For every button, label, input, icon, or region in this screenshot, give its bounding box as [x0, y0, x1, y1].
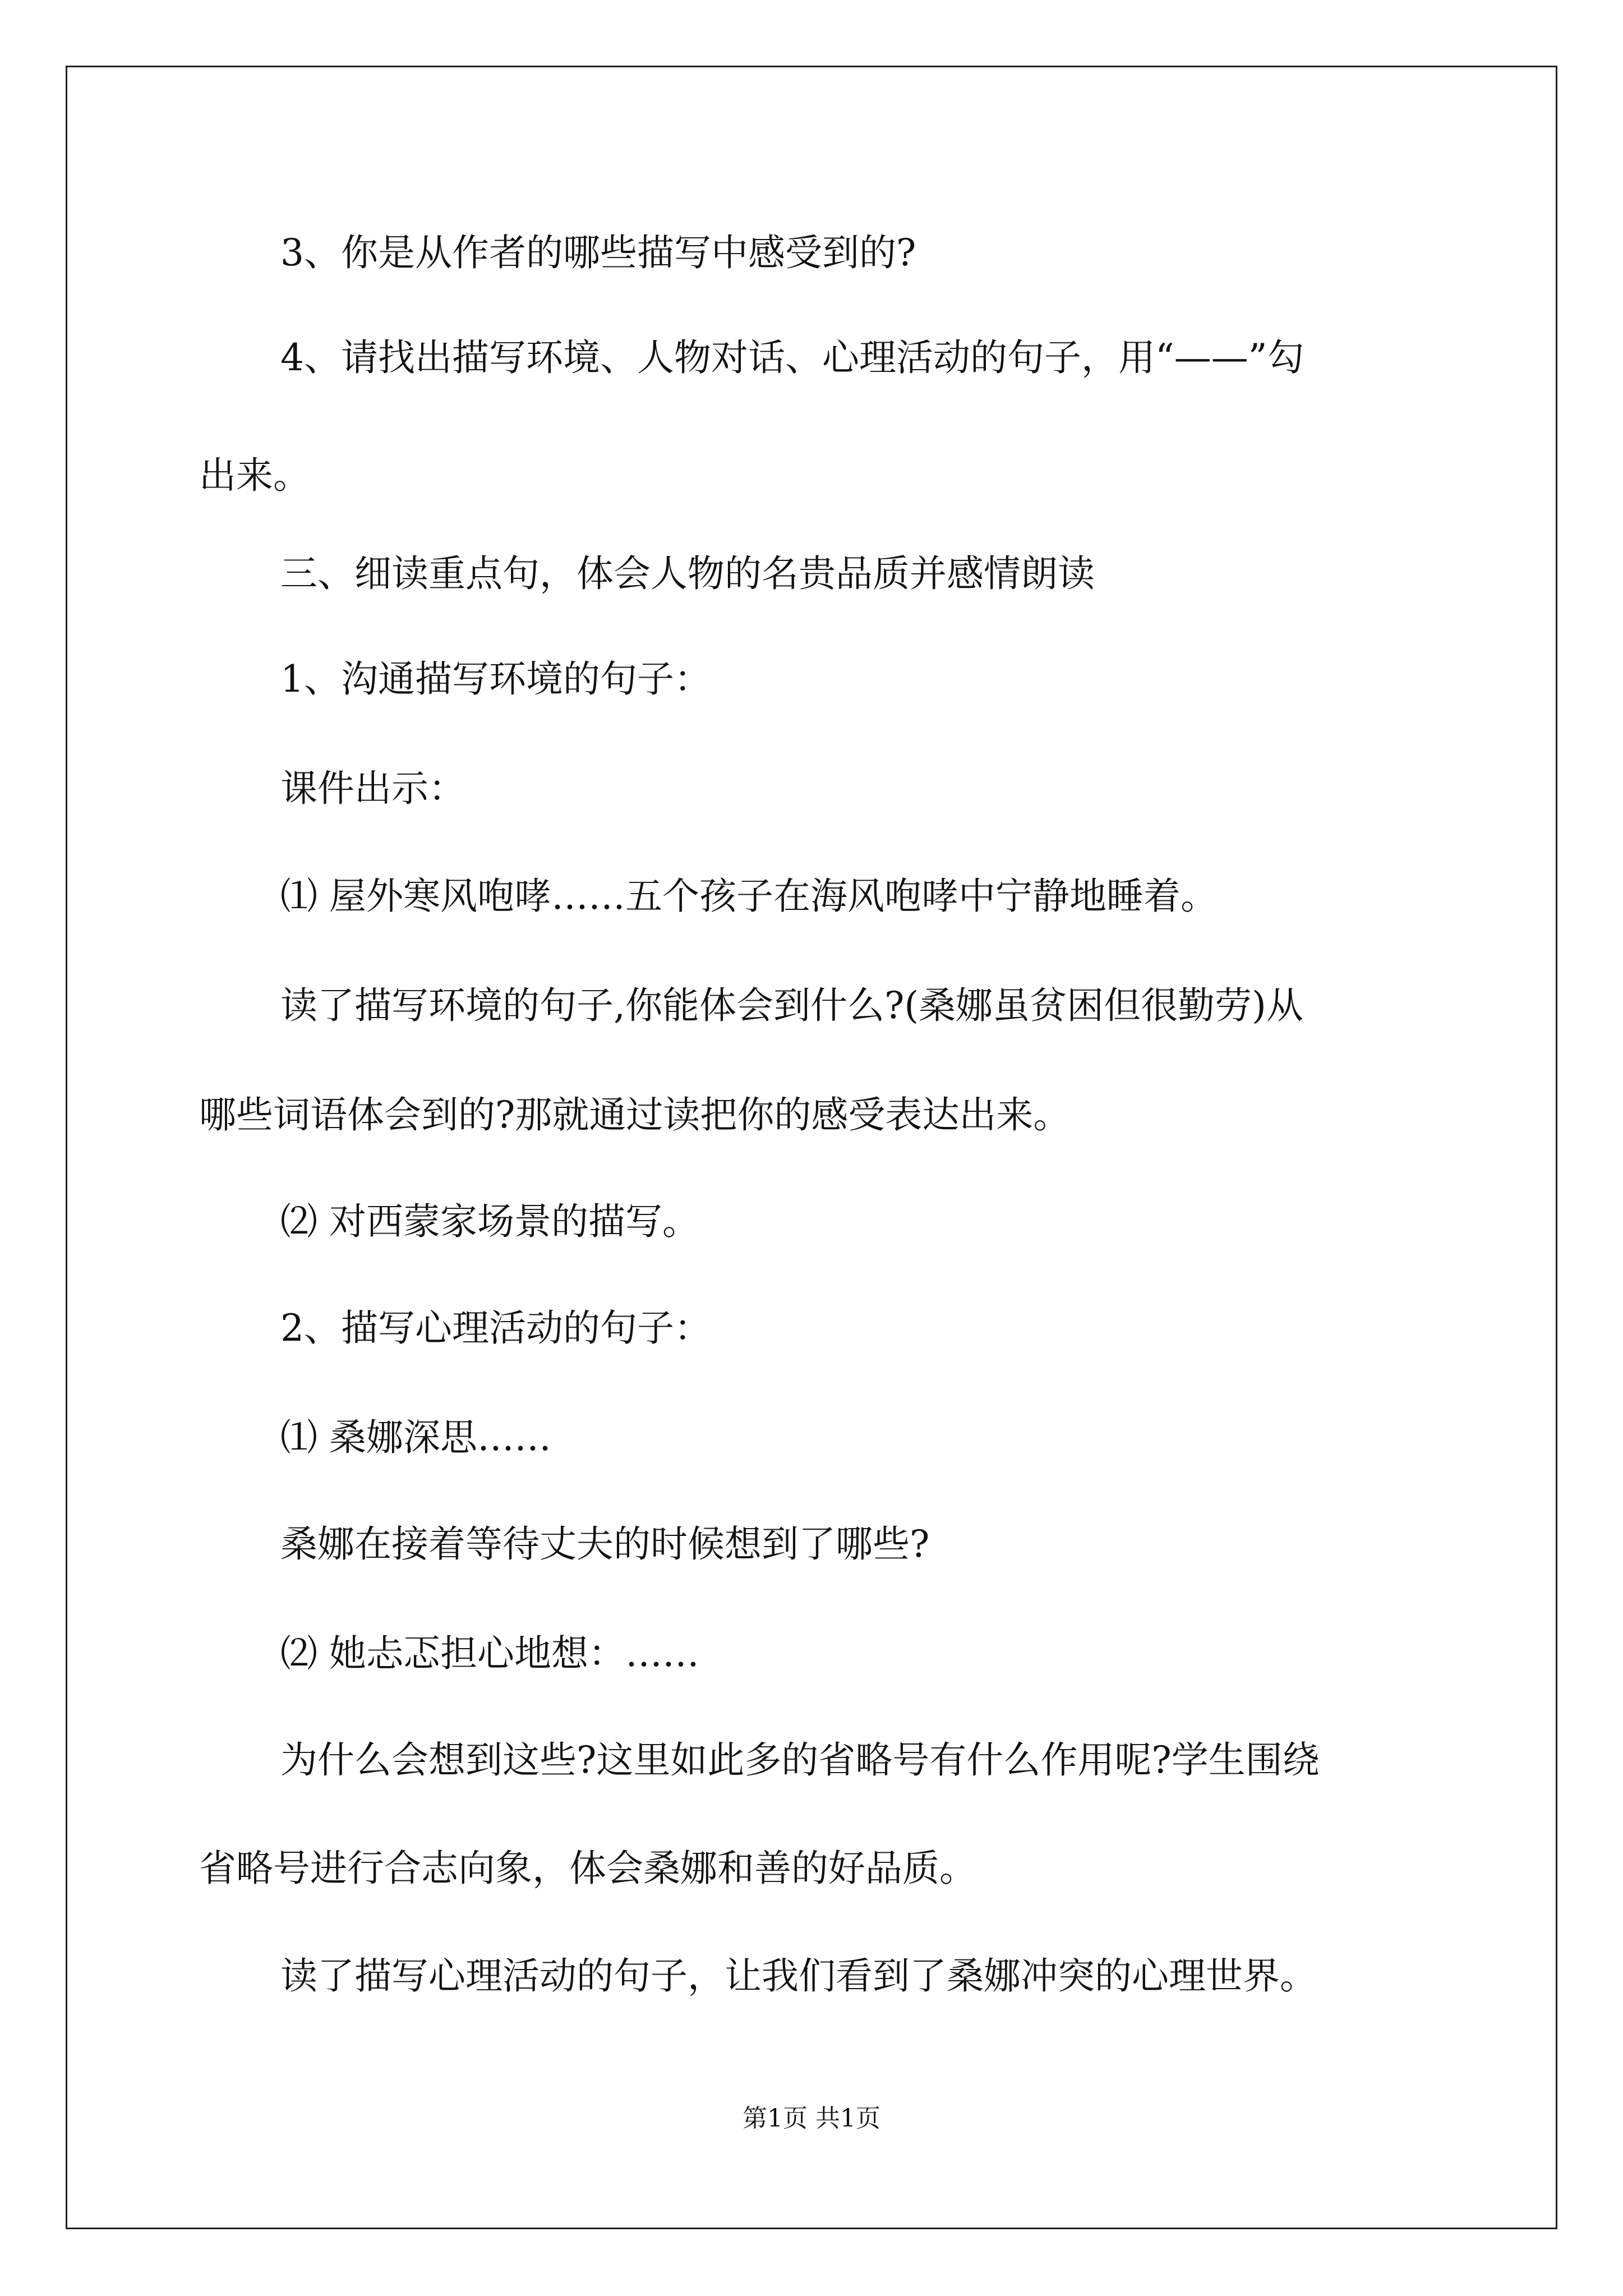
paragraph-environment-reading: 读了描写环境的句子,你能体会到什么?(桑娜虽贫困但很勤劳)从: [280, 984, 1303, 1027]
subheading-environment: 1、沟通描写环境的句子：: [280, 657, 711, 701]
section-heading-3: 三、细读重点句，体会人物的名贵品质并感情朗读: [280, 552, 1095, 595]
paragraph-conclusion: 读了描写心理活动的句子，让我们看到了桑娜冲突的心理世界。: [280, 1954, 1317, 1998]
paragraph-question-4-continued: 出来。: [199, 454, 310, 497]
page-footer: 第1页 共1页: [743, 2104, 880, 2133]
paragraph-item-1: ⑴ 屋外寒风咆哮……五个孩子在海风咆哮中宁静地睡着。: [280, 875, 1218, 918]
paragraph-environment-reading-continued: 哪些词语体会到的?那就通过读把你的感受表达出来。: [199, 1093, 1071, 1137]
paragraph-psych-item-1: ⑴ 桑娜深思……: [280, 1416, 551, 1459]
paragraph-question-4: 4、请找出描写环境、人物对话、心理活动的句子，用“——”勾: [280, 336, 1304, 379]
paragraph-item-2: ⑵ 对西蒙家场景的描写。: [280, 1200, 699, 1243]
paragraph-ellipsis-question: 为什么会想到这些?这里如此多的省略号有什么作用呢?学生围绕: [280, 1738, 1320, 1782]
paragraph-psych-question: 桑娜在接着等待丈夫的时候想到了哪些?: [280, 1522, 930, 1566]
paragraph-question-3: 3、你是从作者的哪些描写中感受到的?: [280, 231, 916, 274]
paragraph-courseware: 课件出示：: [280, 767, 465, 810]
paragraph-ellipsis-question-continued: 省略号进行合志向象，体会桑娜和善的好品质。: [199, 1847, 976, 1890]
page-border: [66, 66, 1557, 2229]
paragraph-psych-item-2: ⑵ 她忐忑担心地想：……: [280, 1632, 699, 1675]
subheading-psychology: 2、描写心理活动的句子：: [280, 1306, 711, 1350]
